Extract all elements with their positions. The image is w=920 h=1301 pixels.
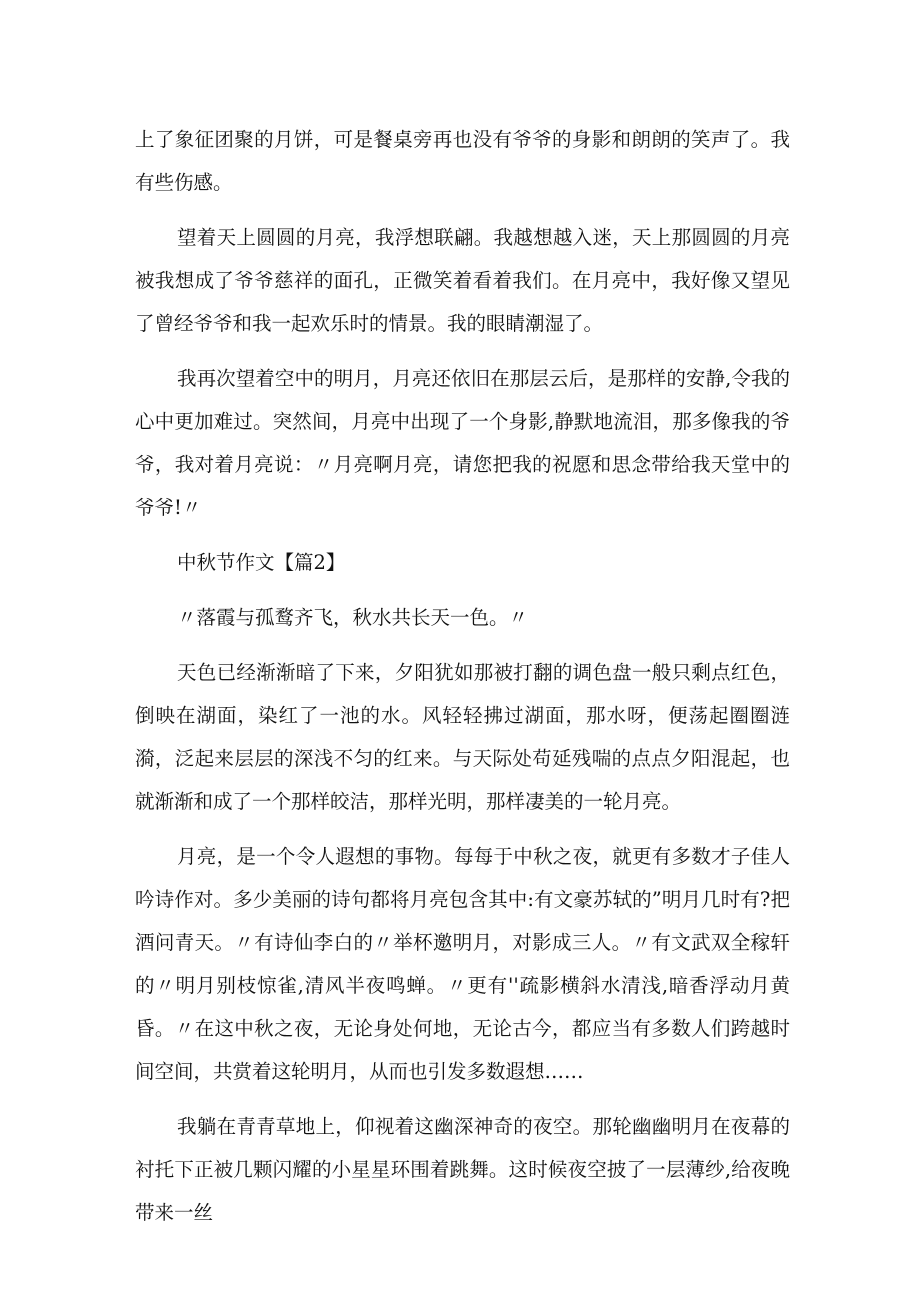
paragraph-continuation: 上了象征团聚的月饼，可是餐桌旁再也没有爷爷的身影和朗朗的笑声了。我有些伤感。 [135,128,790,194]
paragraph-sunset-lake: 天色已经渐渐暗了下来，夕阳犹如那被打翻的调色盘一般只剩点红色，倒映在湖面，染红了一池的水。风轻轻拂过湖面，那水呀，便荡起圈圈涟漪，泛起来层层的深浅不匀的红来。与天际处苟延残喘的点点夕阳混起，也就渐渐和成了一个那样皎洁，那样光明，那样凄美的一轮月亮。 [135,661,790,813]
paragraph-night-sky: 我躺在青青草地上，仰视着这幽深神奇的夜空。那轮幽幽明月在夜幕的衬托下正被几颗闪耀的小星星环围着跳舞。这时候夜空披了一层薄纱,给夜晚带来一丝 [135,1115,790,1224]
paragraph-talking-to-moon: 我再次望着空中的明月，月亮还依旧在那层云后，是那样的安静,令我的心中更加难过。突然间，月亮中出现了一个身影,静默地流泪，那多像我的爷爷，我对着月亮说：〃月亮啊月亮，请您把我的祝愿和思念带给我天堂中的爷爷!〃 [135,367,790,519]
paragraph-quote: 〃落霞与孤鹜齐飞，秋水共长天一色。〃 [177,606,529,629]
paragraph-moon-gazing: 望着天上圆圆的月亮，我浮想联翩。我越想越入迷，天上那圆圆的月亮被我想成了爷爷慈祥的面孔，正微笑着看着我们。在月亮中，我好像又望见了曾经爷爷和我一起欢乐时的情景。我的眼睛潮湿了。 [135,226,790,335]
paragraph-poems: 月亮，是一个令人遐想的事物。每每于中秋之夜，就更有多数才子佳人吟诗作对。多少美丽的诗句都将月亮包含其中:有文豪苏轼的”明月几时有?把酒问青天。〃有诗仙李白的〃举杯邀明月，对影成三人。〃有文武双全稼轩的〃明月别枝惊雀,清风半夜鸣蝉。〃更有''疏影横斜水清浅,暗香浮动月黄昏。〃在这中秋之夜，无论身处何地，无论古今，都应当有多数人们跨越时间空间，共赏着这轮明月，从而也引发多数遐想…… [135,845,790,1083]
section-heading-part-2: 中秋节作文【篇2】 [177,551,346,574]
essay-body [135,118,790,1246]
